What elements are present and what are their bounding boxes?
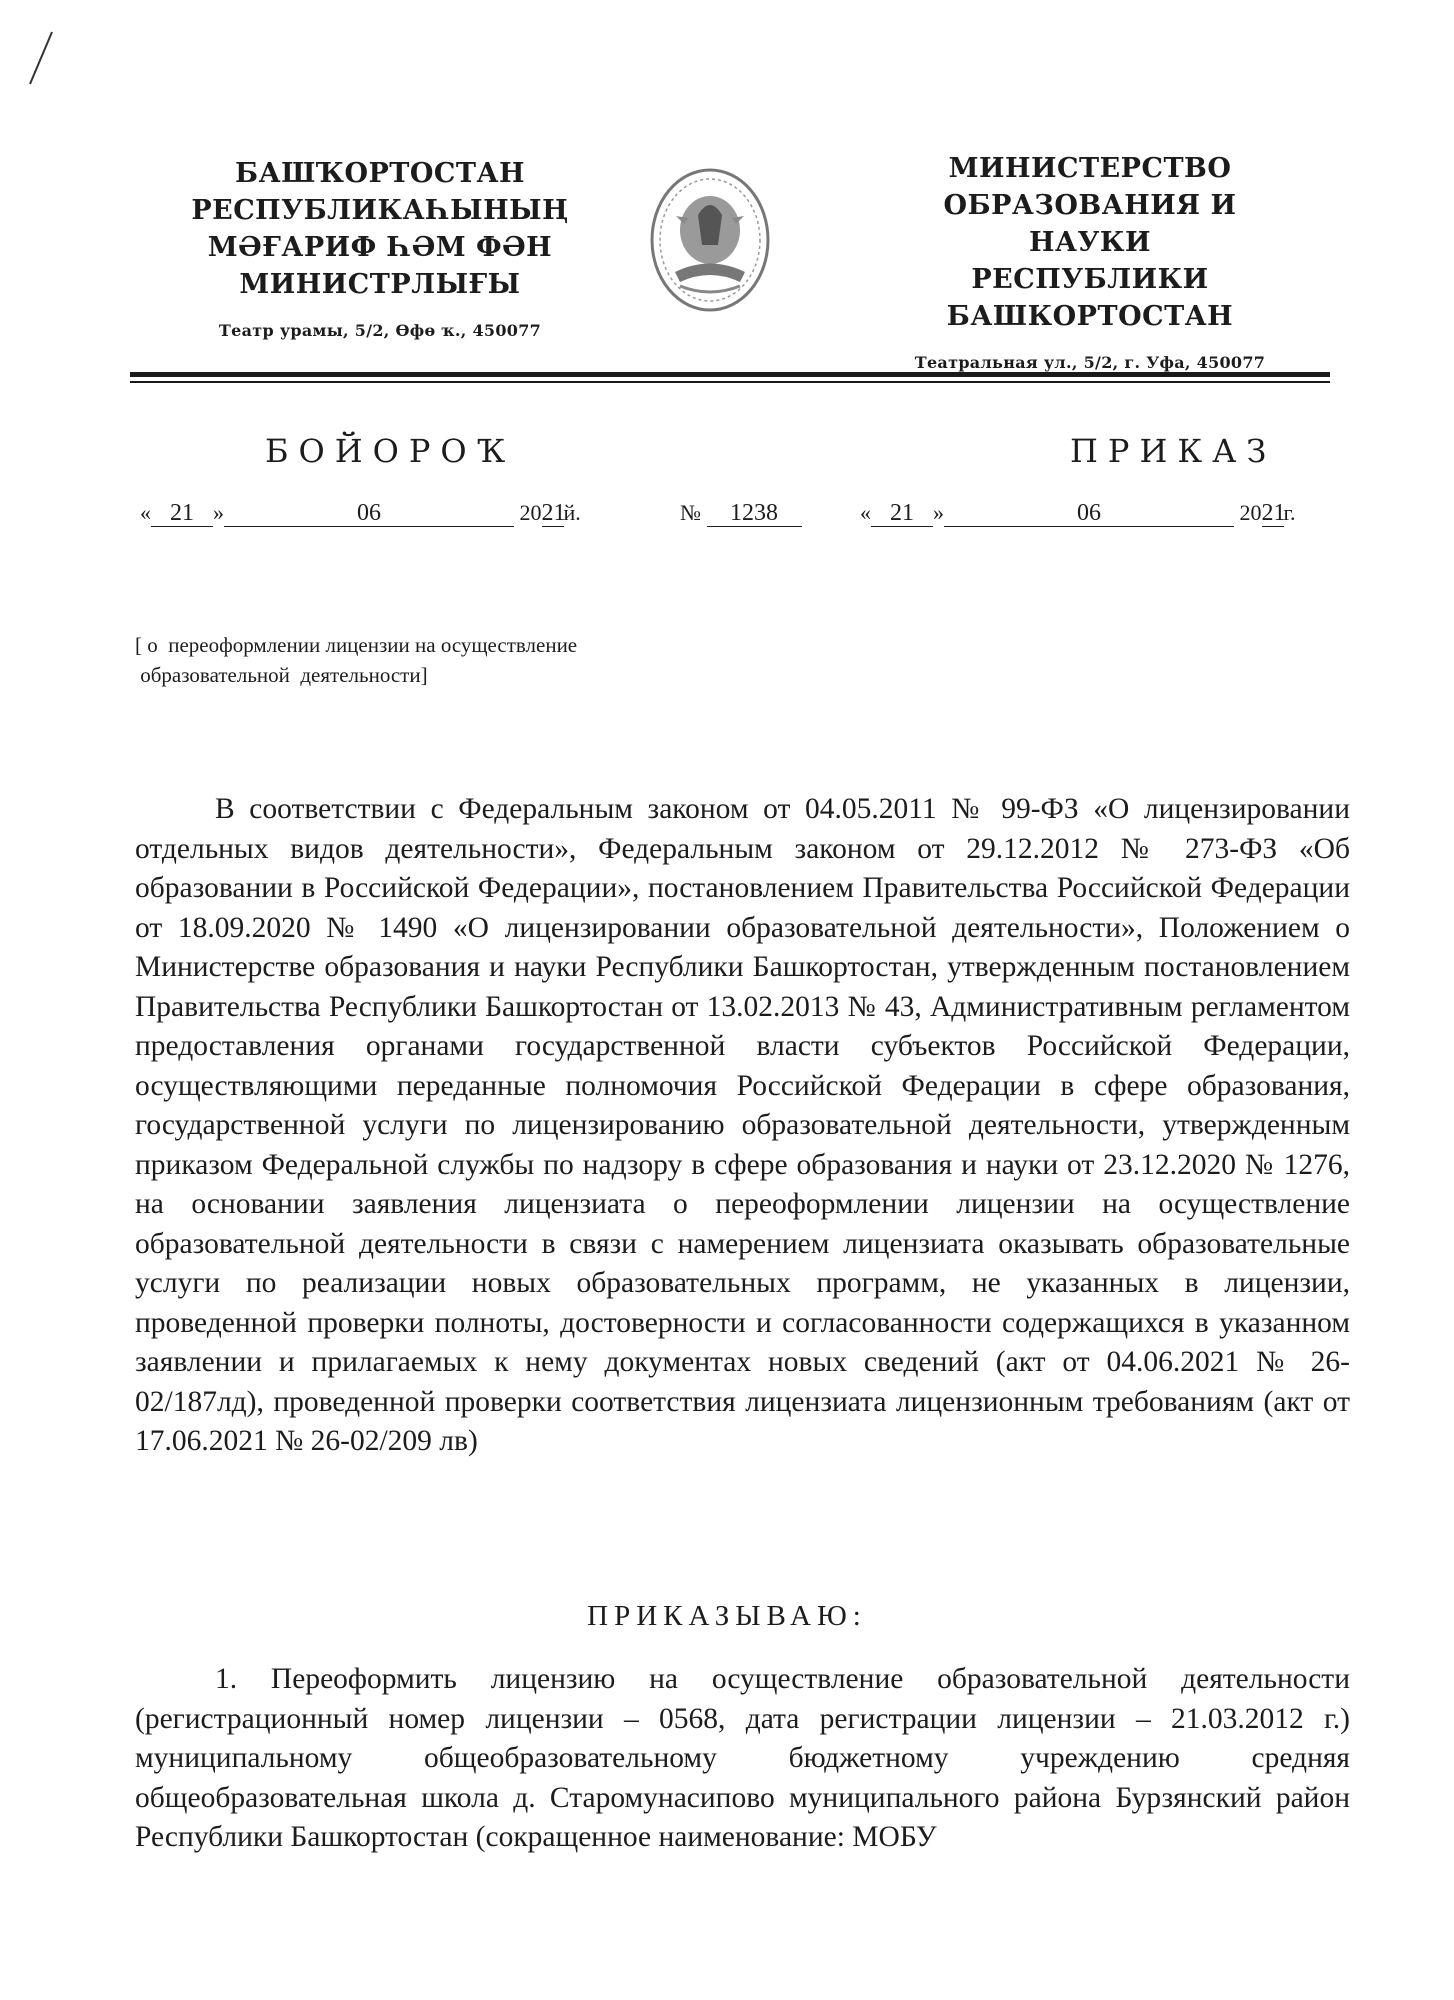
order-number-value: 1238 — [707, 500, 802, 527]
header-line: МӘҒАРИФ ҺӘМ ФӘН — [207, 232, 553, 263]
order-title-russian: ПРИКАЗ — [1070, 432, 1277, 470]
directive-heading: ПРИКАЗЫВАЮ: — [587, 1600, 867, 1632]
pen-mark — [22, 28, 62, 88]
header-line: МИНИСТРЛЫҒЫ — [239, 269, 521, 300]
order-number-label: № — [680, 500, 701, 525]
left-date-year-unit: й. — [563, 500, 581, 525]
coat-of-arms-emblem-icon — [640, 160, 780, 320]
header-line: ОБРАЗОВАНИЯ И НАУКИ — [943, 190, 1237, 258]
header-divider-thick — [130, 372, 1330, 377]
right-date-month: 06 — [944, 500, 1234, 527]
left-date-year-suffix: 21 — [541, 500, 566, 526]
right-date-year-suffix: 21 — [1261, 500, 1286, 526]
header-divider-thin — [130, 381, 1330, 383]
order-subject — [135, 630, 577, 690]
right-date-year-prefix: 20 — [1239, 500, 1262, 525]
header-line: БАШҠОРТОСТАН — [235, 158, 525, 189]
preamble-paragraph: В соответствии с Федеральным законом от 04.05.2011 № 99-ФЗ «О лицензировании отдельных видов деятельности», Федеральным законом от 29.12.2012 № 273-ФЗ «Об образовании в Российской Федерации», постановлением Правительства Российской Федерации от 18.09.2020 № 1490 «О лицензировании образовательной деятельности», Положением о Министерстве образования и науки Республики Башкортостан, утвержденным постановлением Правительства Республики Башкортостан от 13.02.2013 № 43, Административным регламентом предоставления органами государственной власти субъектов Российской Федерации, осуществляющими переданные полномочия Российской Федерации в сфере образования, государственной услуги по лицензированию образовательной деятельности, утвержденным приказом Федеральной службы по надзору в сфере образования и науки от 23.12.2020 № 1276, на основании заявления лицензиата о переоформлении лицензии на осуществление образовательной деятельности в связи с намерением лицензиата оказывать образовательные услуги по реализации новых образовательных программ, не указанных в лицензии, проведенной проверки полноты, достоверности и согласованности содержащихся в указанном заявлении и прилагаемых к нему документах новых сведений (акт от 04.06.2021 № 26-02/187лд), проведенной проверки соответствия лицензиата лицензионным требованиям (акт от 17.06.2021 № 26-02/209 лв) — [135, 793, 1350, 1457]
right-date: « 21 » 06 2021г. — [860, 500, 1296, 526]
left-date-month: 06 — [224, 500, 514, 527]
header-line: РЕСПУБЛИКИ — [971, 264, 1209, 295]
right-date-year-unit: г. — [1283, 500, 1296, 525]
header-line: МИНИСТЕРСТВО — [948, 153, 1232, 184]
left-date-year-prefix: 20 — [519, 500, 542, 525]
clause-1-paragraph: 1. Переоформить лицензию на осуществление образовательной деятельности (регистрационный номер лицензии – 0568, дата регистрации лицензии – 21.03.2012 г.) муниципальному общеобразовательному бюджетному учреждению средняя общеобразовательная школа д. Старомунасипово муниципального района Бурзянский район Республики Башкортостан (сокращенное наименование: МОБУ — [135, 1663, 1350, 1853]
header-address: Театр урамы, 5/2, Өфө ҡ., 450077 — [218, 321, 542, 340]
header-russian — [880, 150, 1300, 372]
right-date-day: 21 — [871, 500, 933, 527]
header-line: БАШКОРТОСТАН — [946, 301, 1234, 332]
left-date: « 21 » 06 2021й. — [140, 500, 581, 526]
order-number — [680, 500, 802, 527]
subject-line: [ о переоформлении лицензии на осуществление — [135, 633, 578, 657]
header-line: РЕСПУБЛИКАҺЫНЫҢ — [191, 195, 569, 226]
order-title-bashkir: БОЙОРОҠ — [265, 432, 516, 470]
header-address: Театральная ул., 5/2, г. Уфа, 450077 — [914, 353, 1266, 372]
header-bashkir — [170, 155, 590, 340]
left-date-day: 21 — [151, 500, 213, 527]
subject-line: образовательной деятельности] — [135, 663, 428, 687]
